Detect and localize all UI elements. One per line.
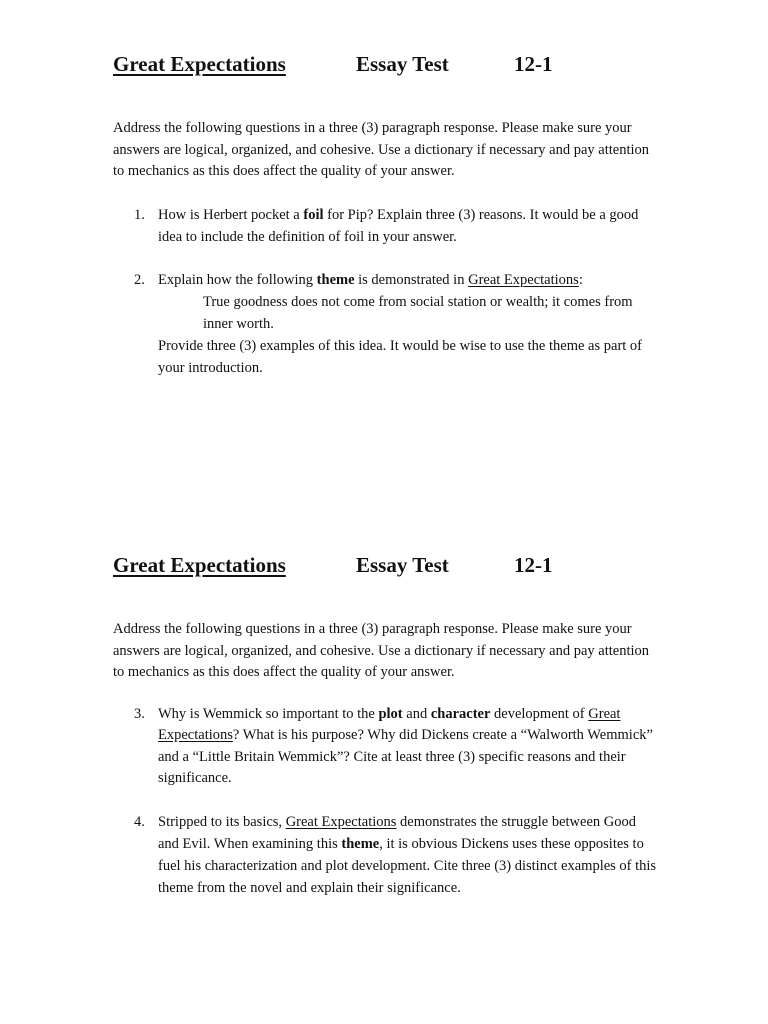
book-title: Great Expectations: [468, 271, 579, 288]
question-text: [158, 269, 658, 291]
question-text-part: demonstrates the struggle between Good and Evil. When examining this: [158, 813, 636, 852]
question-3: [113, 704, 658, 790]
heading-title: Great Expectations: [113, 52, 286, 76]
question-text-part: development of: [490, 705, 589, 722]
question-4: [113, 811, 658, 899]
question-number: 2.: [134, 271, 145, 288]
heading-test-label: Essay Test: [356, 553, 449, 577]
emphasis-term: theme: [341, 835, 380, 852]
question-text-part: Why is Wemmick so important to the: [158, 705, 379, 722]
question-text-part: and: [402, 705, 431, 722]
question-text: [158, 207, 638, 245]
instructions-paragraph: Address the following questions in a three (3) paragraph response. Please make sure your answers are logical, organized, and cohesive. Use a dictionary if necessary and pay attention to mechanics as this does affect the quality of your answer.: [113, 621, 650, 680]
emphasis-term: character: [430, 705, 491, 722]
theme-quote: True goodness does not come from social station or wealth; it comes from inner worth.: [203, 293, 633, 332]
section-heading: [113, 553, 673, 583]
emphasis-term: foil: [303, 206, 324, 223]
emphasis-term: plot: [378, 705, 403, 722]
question-number: 3.: [134, 705, 145, 722]
heading-test-label: Essay Test: [356, 52, 449, 76]
question-text-part: :: [578, 271, 583, 288]
question-followup: Provide three (3) examples of this idea. It would be wise to use the theme as part of your introduction.: [158, 337, 643, 376]
essay-section-2: [113, 553, 673, 899]
emphasis-term: theme: [316, 271, 355, 288]
question-2: [113, 269, 658, 379]
essay-section-1: [113, 52, 673, 379]
question-text-part: is demonstrated in: [354, 271, 469, 288]
question-1: [113, 204, 658, 248]
question-text: [158, 706, 653, 787]
question-text-part: Stripped to its basics,: [158, 813, 286, 830]
question-text-part: , it is obvious Dickens uses these opposites to fuel his characterization and plot development. Cite three (3) distinct examples of this theme from the novel and explain their significance.: [158, 835, 657, 896]
heading-code: 12-1: [514, 52, 553, 76]
question-number: 1.: [134, 206, 145, 223]
section-heading: [113, 52, 673, 82]
question-text: [158, 814, 656, 896]
question-number: 4.: [134, 813, 145, 830]
question-text-part: How is Herbert pocket a: [158, 206, 304, 223]
book-title: Great Expectations: [285, 813, 397, 830]
instructions-paragraph: Address the following questions in a three (3) paragraph response. Please make sure your answers are logical, organized, and cohesive. Use a dictionary if necessary and pay attention to mechanics as this does affect the quality of your answer.: [113, 120, 650, 179]
question-text-part: Explain how the following: [158, 271, 317, 288]
heading-code: 12-1: [514, 553, 553, 577]
heading-title: Great Expectations: [113, 553, 286, 577]
question-text-part: ? What is his purpose? Why did Dickens create a “Walworth Wemmick” and a “Little Britain Wemmick”? Cite at least three (3) specific reasons and their significance.: [158, 727, 653, 786]
book-title: Great Expectations: [158, 705, 621, 743]
question-text-part: for Pip? Explain three (3) reasons. It would be a good idea to include the definition of foil in your answer.: [158, 206, 639, 245]
